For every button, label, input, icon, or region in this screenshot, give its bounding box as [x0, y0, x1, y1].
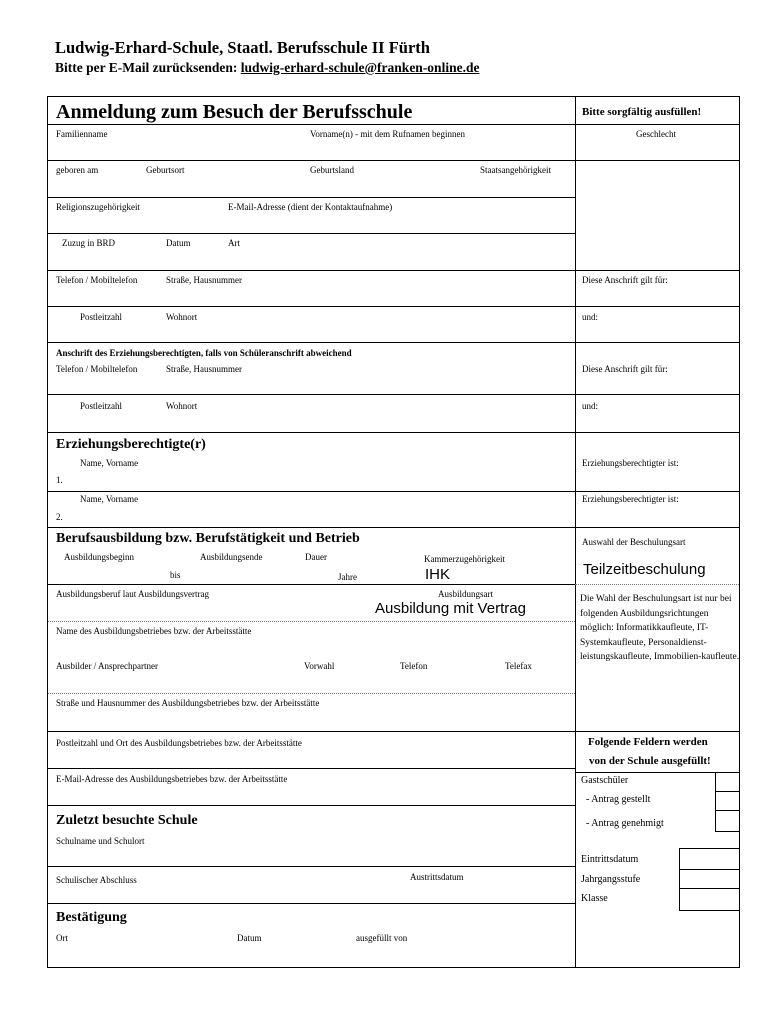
label-antrag-genehmigt: - Antrag genehmigt [586, 818, 664, 829]
label-wohnort: Wohnort [166, 312, 198, 322]
label-eintrittsdatum: Eintrittsdatum [581, 854, 639, 865]
label-beschulungsart: Auswahl der Beschulungsart [582, 537, 686, 547]
email-instruction [55, 60, 479, 76]
label-vorwahl: Vorwahl [304, 661, 335, 671]
divider [48, 394, 739, 395]
label-austrittsdatum: Austrittsdatum [410, 872, 464, 882]
label-guardian2-num: 2. [56, 512, 63, 522]
label-plz: Postleitzahl [80, 312, 122, 322]
guardian-address-heading: Anschrift des Erziehungsberechtigten, falls von Schüleranschrift abweichend [56, 348, 352, 358]
label-zuzug-art: Art [228, 238, 240, 248]
beschulungsart-note: Die Wahl der Beschulungsart ist nur bei folgenden Ausbildungsrichtungen möglich: Informatikkaufleute, IT-Systemkaufleute, Personaldienst-leistungskaufleute, Immobilien-kaufleute. [580, 594, 740, 662]
school-title: Ludwig-Erhard-Schule, Staatl. Berufsschule II Fürth [55, 38, 430, 57]
label-antrag-gestellt: - Antrag gestellt [586, 794, 651, 805]
label-kammer: Kammerzugehörigkeit [424, 554, 505, 564]
label-dauer: Dauer [305, 552, 327, 562]
jahrgangsstufe-box[interactable] [679, 869, 740, 889]
label-ausbildungsberuf: Ausbildungsberuf laut Ausbildungsvertrag [56, 589, 209, 599]
label-geburtsort: Geburtsort [146, 165, 185, 175]
label-klasse: Klasse [581, 893, 608, 904]
divider [48, 197, 575, 198]
form-title: Anmeldung zum Besuch der Berufsschule [56, 101, 413, 123]
kammer-value[interactable]: IHK [425, 566, 451, 583]
training-heading: Berufsausbildung bzw. Berufstätigkeit und Betrieb [56, 531, 360, 546]
label-bis: bis [170, 570, 181, 580]
label-abschluss: Schulischer Abschluss [56, 875, 137, 885]
label-staatsangehoerigkeit: Staatsangehörigkeit [480, 165, 551, 175]
label-telefax: Telefax [505, 661, 532, 671]
divider [48, 768, 575, 769]
label-zuzug: Zuzug in BRD [62, 238, 115, 248]
label-geschlecht: Geschlecht [636, 129, 676, 139]
label-geburtsland: Geburtsland [310, 165, 354, 175]
school-email-link[interactable]: ludwig-erhard-schule@franken-online.de [240, 60, 480, 75]
label-strasse: Straße, Hausnummer [166, 275, 242, 285]
label-ausbilder: Ausbilder / Ansprechpartner [56, 661, 158, 671]
ausbildungsart-value[interactable]: Ausbildung mit Vertrag [375, 600, 526, 617]
right-column-divider [575, 97, 576, 968]
label-geboren-am: geboren am [56, 165, 99, 175]
label-ausbildungsende: Ausbildungsende [200, 552, 263, 562]
label-guardian-wohnort: Wohnort [166, 401, 198, 411]
divider [48, 270, 739, 271]
label-guardian-telefon: Telefon / Mobiltelefon [56, 364, 138, 374]
label-telefon: Telefon / Mobiltelefon [56, 275, 138, 285]
label-ort: Ort [56, 933, 68, 943]
label-anschrift-gilt: Diese Anschrift gilt für: [582, 275, 668, 285]
label-schulname: Schulname und Schulort [56, 836, 145, 846]
label-guardian-anschrift-gilt: Diese Anschrift gilt für: [582, 364, 668, 374]
divider [48, 805, 575, 806]
label-betrieb-telefon: Telefon [400, 661, 428, 671]
divider [575, 584, 739, 585]
divider [48, 233, 575, 234]
divider [48, 432, 739, 433]
label-guardian2-name: Name, Vorname [80, 494, 139, 504]
registration-form [47, 96, 740, 968]
divider [48, 903, 575, 904]
label-betrieb-ort: Postleitzahl und Ort des Ausbildungsbetriebes bzw. der Arbeitsstätte [56, 738, 302, 748]
divider [48, 731, 739, 732]
label-guardian1-num: 1. [56, 475, 63, 485]
eintrittsdatum-box[interactable] [679, 848, 740, 870]
label-familienname: Familienname [56, 129, 108, 139]
label-guardian-strasse: Straße, Hausnummer [166, 364, 242, 374]
form-hint: Bitte sorgfältig ausfüllen! [582, 106, 702, 118]
label-datum: Datum [237, 933, 262, 943]
label-vorname: Vorname(n) - mit dem Rufnamen beginnen [310, 129, 466, 139]
label-religion: Religionszugehörigkeit [56, 202, 140, 212]
divider [48, 491, 739, 492]
divider [48, 866, 575, 867]
label-ausbildungsbeginn: Ausbildungsbeginn [64, 552, 135, 562]
office-heading-2: von der Schule ausgefüllt! [589, 755, 711, 767]
label-jahrgangsstufe: Jahrgangsstufe [581, 874, 641, 885]
label-betrieb-name: Name des Ausbildungsbetriebes bzw. der Arbeitsstätte [56, 626, 252, 636]
divider [48, 306, 739, 307]
label-email: E-Mail-Adresse (dient der Kontaktaufnahme) [228, 202, 393, 212]
lastschool-heading: Zuletzt besuchte Schule [56, 813, 198, 828]
divider [48, 527, 739, 528]
beschulungsart-value[interactable]: Teilzeitbeschulung [583, 561, 706, 578]
divider [48, 621, 575, 622]
confirm-heading: Bestätigung [56, 910, 127, 925]
divider [48, 124, 739, 125]
antrag-genehmigt-box[interactable] [715, 810, 740, 832]
email-prefix: Bitte per E-Mail zurücksenden: [55, 60, 241, 75]
label-guardian-plz: Postleitzahl [80, 401, 122, 411]
divider [48, 693, 575, 694]
divider [48, 342, 739, 343]
antrag-gestellt-box[interactable] [715, 791, 740, 811]
divider [48, 584, 575, 585]
divider [48, 160, 739, 161]
label-ausgefuellt-von: ausgefüllt von [356, 933, 408, 943]
office-heading-1: Folgende Feldern werden [588, 736, 708, 748]
label-guardian1-ist: Erziehungsberechtigter ist: [582, 458, 679, 468]
klasse-box[interactable] [679, 888, 740, 911]
label-betrieb-email: E-Mail-Adresse des Ausbildungsbetriebes bzw. der Arbeitsstätte [56, 774, 288, 784]
label-gastschueler: Gastschüler [581, 775, 629, 786]
label-jahre: Jahre [338, 572, 357, 582]
label-zuzug-datum: Datum [166, 238, 191, 248]
label-betrieb-strasse: Straße und Hausnummer des Ausbildungsbetriebes bzw. der Arbeitsstätte [56, 698, 320, 708]
label-guardian1-name: Name, Vorname [80, 458, 139, 468]
label-ausbildungsart: Ausbildungsart [438, 589, 493, 599]
label-guardian2-ist: Erziehungsberechtigter ist: [582, 494, 679, 504]
guardians-heading: Erziehungsberechtigte(r) [56, 437, 206, 452]
gastschueler-box[interactable] [715, 772, 740, 792]
label-guardian-und: und: [582, 401, 599, 411]
label-und: und: [582, 312, 599, 322]
